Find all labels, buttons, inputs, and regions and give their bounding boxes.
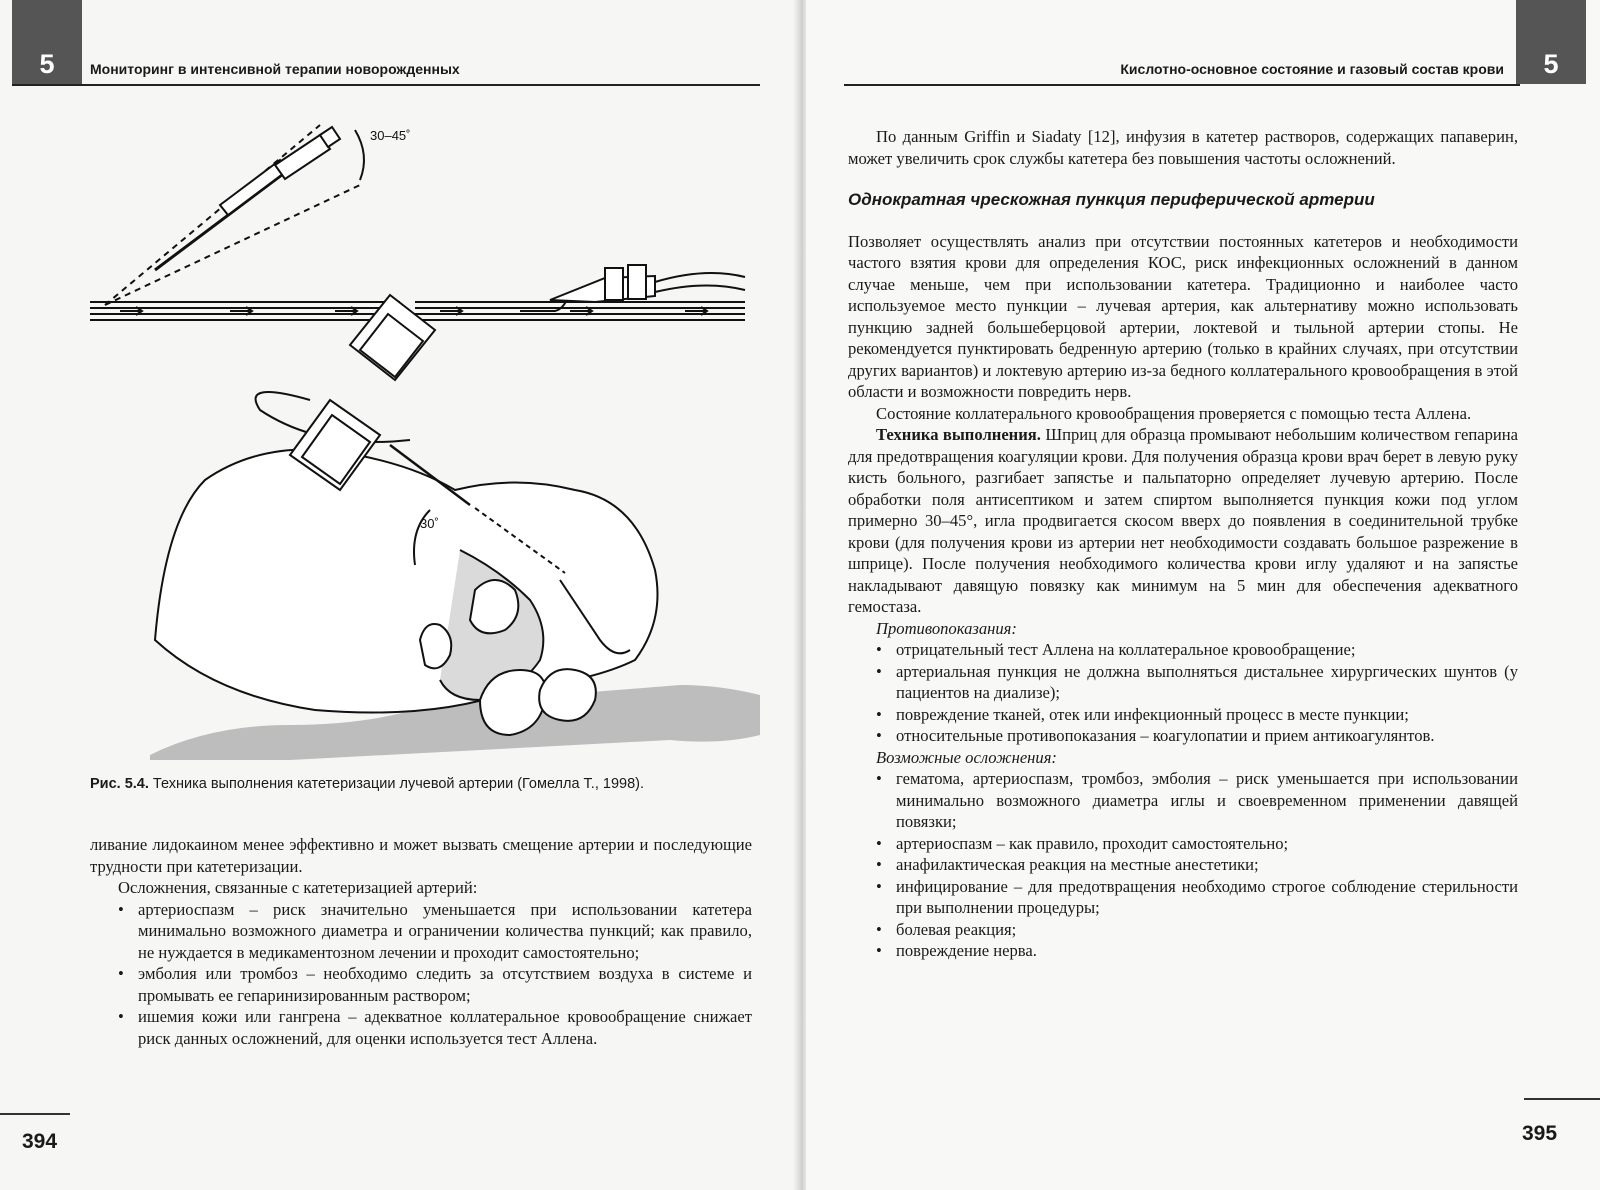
section-heading: Однократная чрескожная пункция периферической артерии — [848, 190, 1375, 209]
complications-list — [90, 899, 752, 1050]
angle-label-top: 30–45˚ — [370, 128, 411, 143]
complications-list — [848, 768, 1518, 962]
list-item: • инфицирование – для предотвращения необходимо строгое соблюдение стерильности при выполнении процедуры; — [848, 876, 1518, 919]
list-item: • гематома, артериоспазм, тромбоз, эмболия – риск уменьшается при использовании минимально возможного диаметра иглы и своевременном применении давящей повязки; — [848, 768, 1518, 833]
page-number-rule — [1524, 1098, 1600, 1100]
hand-puncture-diagram — [150, 295, 760, 760]
running-head: Мониторинг в интенсивной терапии новорожденных — [90, 61, 460, 77]
chapter-number: 5 — [1543, 49, 1559, 79]
catheterization-figure — [80, 110, 760, 760]
list-item: • болевая реакция; — [848, 919, 1518, 941]
technique-lead: Техника выполнения. — [876, 425, 1041, 444]
page-number-rule — [0, 1113, 70, 1115]
chapter-number: 5 — [39, 49, 55, 79]
list-item: • отрицательный тест Аллена на коллатеральное кровообращение; — [848, 639, 1518, 661]
list-item: • артериальная пункция не должна выполняться дистальнее хирургических шунтов (у пациентов на диализе); — [848, 661, 1518, 704]
list-item: • повреждение тканей, отек или инфекционный процесс в месте пункции; — [848, 704, 1518, 726]
technique-body: Шприц для образца промывают небольшим количеством гепарина для предотвращения коагуляции крови. Для получения образца крови врач берет в левую руку кисть больного, разгибает запястье и пальпаторно определяет лучевую артерию. После обработки поля антисептиком и затем спиртом выполняется пункция кожи под углом примерно 30–45°, игла продвигается скосом вверх до появления в соединительной трубке крови (для получения крови из артерии нет необходимости создавать большое разрежение в шприце). После получения необходимого количества крови иглу удаляют и на запястье накладывают давящую повязку как минимум на 5 мин для обеспечения адекватного гемостаза. — [848, 425, 1518, 616]
header-rule — [12, 84, 760, 86]
paragraph: ливание лидокаином менее эффективно и может вызвать смещение артерии и последующие трудности при катетеризации. — [90, 835, 752, 876]
paragraph: Позволяет осуществлять анализ при отсутствии постоянных катетеров и необходимости частого взятия крови для определения КОС, риск инфекционных осложнений в данном случае меньше, чем при использовании катетера. Традиционно и наиболее часто используемое место пункции – лучевая артерия, как альтернативу можно использовать пункцию задней большеберцовой артерии, локтевой и тыльной артерии стопы. Не рекомендуется пунктировать бедренную артерию (только в крайних случаях, при отсутствии других вариантов) и локтевую артерию из-за бедного коллатерального кровообращения в этой области и возможности повредить нерв. — [848, 231, 1518, 401]
needle-insertion-diagram — [90, 125, 410, 320]
angle-label-bottom: 30˚ — [420, 516, 439, 531]
list-item: • относительные противопоказания – коагулопатии и прием антикоагулянтов. — [848, 725, 1518, 747]
complications-label: Возможные осложнения: — [876, 747, 1057, 767]
page-number: 395 — [1522, 1122, 1558, 1145]
paragraph: По данным Griffin и Siadaty [12], инфузия в катетер растворов, содержащих папаверин, может увеличить срок службы катетера без повышения частоты осложнений. — [848, 127, 1518, 168]
list-item: • артериоспазм – риск значительно уменьшается при использовании катетера минимально возможного диаметра и ограничении количества пункций; как правило, не нуждается в медикаментозном лечении и проходит самостоятельно; — [90, 899, 752, 964]
caption-text: Техника выполнения катетеризации лучевой артерии (Гомелла Т., 1998). — [148, 776, 644, 792]
list-item: • повреждение нерва. — [848, 940, 1518, 962]
list-item: • анафилактическая реакция на местные анестетики; — [848, 854, 1518, 876]
contraindications-label: Противопоказания: — [876, 618, 1017, 638]
header-rule — [844, 84, 1520, 86]
left-body-text — [90, 834, 752, 1049]
running-head: Кислотно-основное состояние и газовый состав крови — [1120, 61, 1504, 77]
list-item: • эмболия или тромбоз – необходимо следить за отсутствием воздуха в системе и промывать ее гепаринизированным раствором; — [90, 963, 752, 1006]
paragraph — [848, 424, 1518, 618]
list-item: • ишемия кожи или гангрена – адекватное коллатеральное кровообращение снижает риск данных осложнений, для оценки используется тест Аллена. — [90, 1006, 752, 1049]
catheter-in-vessel-diagram — [415, 265, 745, 320]
contraindications-list — [848, 639, 1518, 747]
list-item: • артериоспазм – как правило, проходит самостоятельно; — [848, 833, 1518, 855]
right-page — [806, 0, 1600, 1190]
page-number: 394 — [22, 1130, 58, 1153]
caption-label: Рис. 5.4. — [90, 776, 149, 792]
chapter-tab — [12, 0, 82, 84]
chapter-tab — [1516, 0, 1586, 84]
paragraph: Состояние коллатерального кровообращения проверяется с помощью теста Аллена. — [876, 403, 1472, 423]
right-body-text — [848, 126, 1518, 962]
figure-caption — [90, 776, 750, 792]
paragraph: Осложнения, связанные с катетеризацией артерий: — [118, 878, 478, 897]
